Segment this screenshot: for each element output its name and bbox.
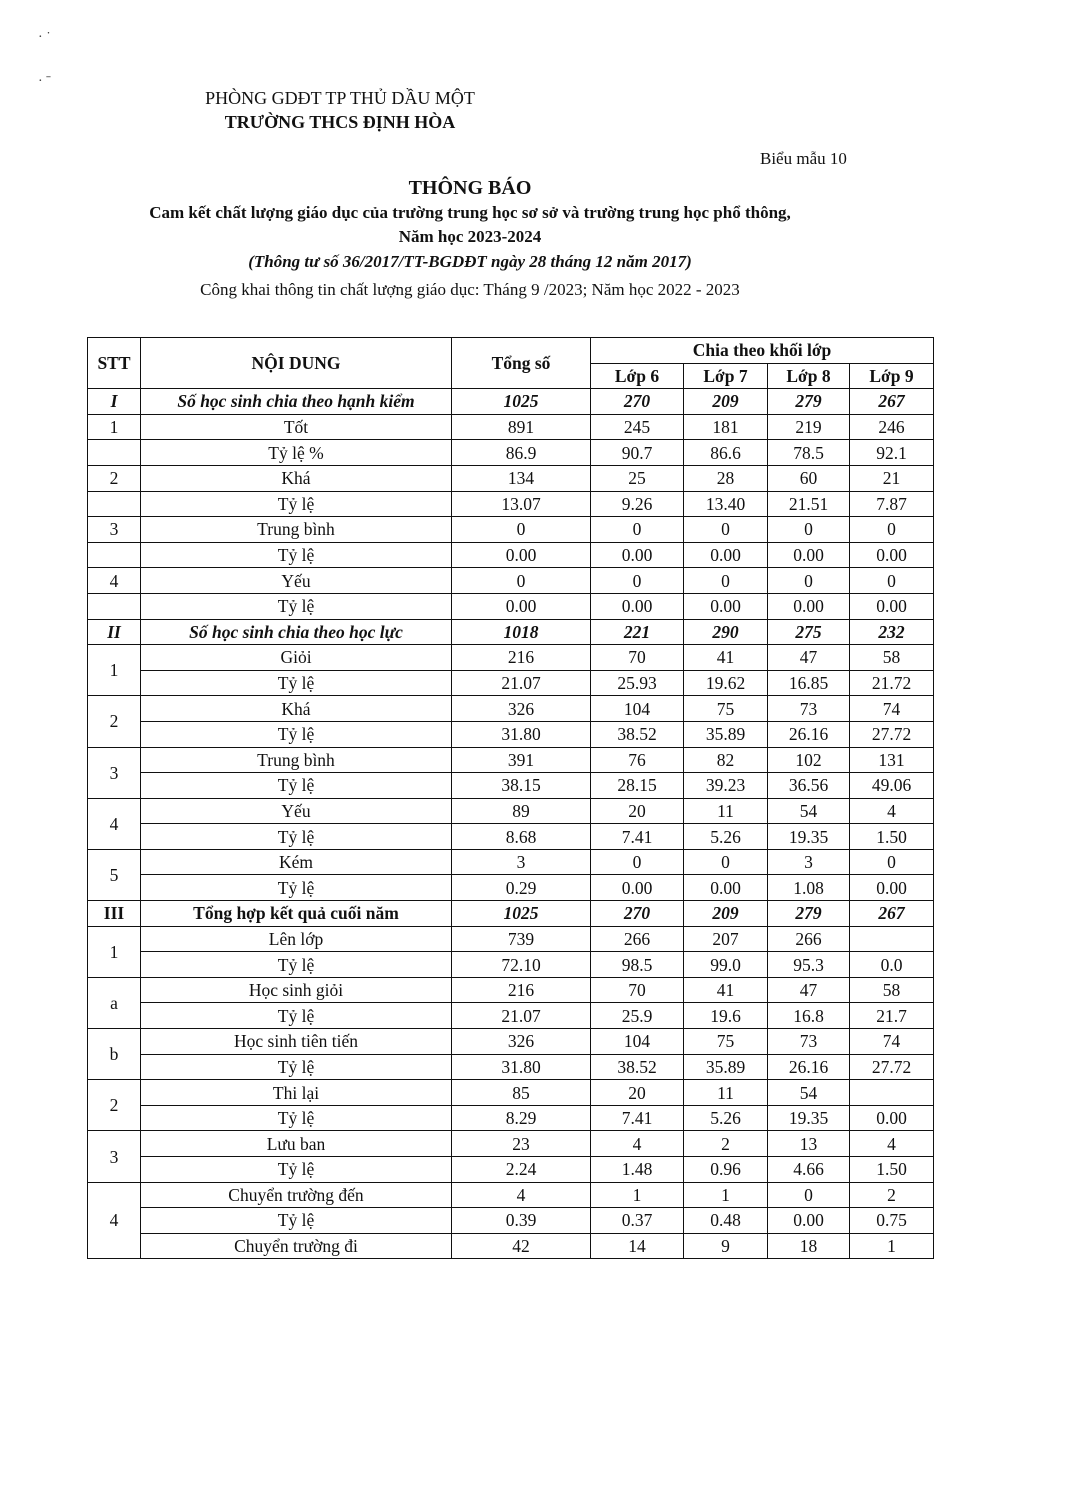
cell-g8: 0.00 bbox=[768, 593, 850, 619]
cell-total: 23 bbox=[452, 1131, 591, 1157]
cell-g9: 0.00 bbox=[850, 542, 934, 568]
cell-total: 38.15 bbox=[452, 773, 591, 799]
cell-content: Tỷ lệ bbox=[141, 1157, 452, 1183]
cell-g9: 0 bbox=[850, 517, 934, 543]
table-row bbox=[88, 1233, 934, 1259]
cell-stt: 2 bbox=[88, 465, 141, 491]
cell-stt: 4 bbox=[88, 798, 141, 849]
cell-g7: 41 bbox=[684, 645, 768, 671]
cell-g6: 0 bbox=[591, 849, 684, 875]
cell-g6: 245 bbox=[591, 414, 684, 440]
cell-g6: 1.48 bbox=[591, 1157, 684, 1183]
cell-g6: 221 bbox=[591, 619, 684, 645]
cell-total: 0 bbox=[452, 568, 591, 594]
cell-stt bbox=[88, 542, 141, 568]
letterhead bbox=[150, 86, 530, 134]
cell-stt: III bbox=[88, 901, 141, 927]
cell-g8: 3 bbox=[768, 849, 850, 875]
cell-g6: 1 bbox=[591, 1182, 684, 1208]
cell-g8: 275 bbox=[768, 619, 850, 645]
cell-g7: 75 bbox=[684, 1029, 768, 1055]
cell-content: Tổng hợp kết quả cuối năm bbox=[141, 901, 452, 927]
cell-content: Yếu bbox=[141, 798, 452, 824]
cell-g7: 19.62 bbox=[684, 670, 768, 696]
cell-g7: 75 bbox=[684, 696, 768, 722]
cell-g6: 0 bbox=[591, 517, 684, 543]
cell-g6: 0.00 bbox=[591, 875, 684, 901]
legal-reference: (Thông tư số 36/2017/TT-BGDĐT ngày 28 tháng 12 năm 2017) bbox=[248, 252, 692, 271]
header-total: Tổng số bbox=[452, 338, 591, 389]
cell-content: Lên lớp bbox=[141, 926, 452, 952]
cell-content: Chuyển trường đến bbox=[141, 1182, 452, 1208]
doc-title: THÔNG BÁO bbox=[408, 177, 532, 199]
cell-g7: 86.6 bbox=[684, 440, 768, 466]
cell-total: 21.07 bbox=[452, 1003, 591, 1029]
cell-total: 42 bbox=[452, 1233, 591, 1259]
table-row bbox=[88, 1208, 934, 1234]
cell-content: Tỷ lệ bbox=[141, 824, 452, 850]
table-row bbox=[88, 619, 934, 645]
cell-content: Học sinh tiên tiến bbox=[141, 1029, 452, 1055]
cell-g6: 38.52 bbox=[591, 721, 684, 747]
cell-stt: 2 bbox=[88, 1080, 141, 1131]
cell-stt: II bbox=[88, 619, 141, 645]
table-row bbox=[88, 1131, 934, 1157]
cell-total: 3 bbox=[452, 849, 591, 875]
cell-g9: 2 bbox=[850, 1182, 934, 1208]
cell-content: Học sinh giỏi bbox=[141, 977, 452, 1003]
cell-stt: 1 bbox=[88, 645, 141, 696]
cell-total: 216 bbox=[452, 645, 591, 671]
cell-g6: 38.52 bbox=[591, 1054, 684, 1080]
table-row bbox=[88, 926, 934, 952]
cell-g8: 0 bbox=[768, 568, 850, 594]
cell-g9: 232 bbox=[850, 619, 934, 645]
cell-total: 89 bbox=[452, 798, 591, 824]
cell-g7: 2 bbox=[684, 1131, 768, 1157]
cell-g6: 7.41 bbox=[591, 824, 684, 850]
cell-content: Tỷ lệ bbox=[141, 593, 452, 619]
table-row bbox=[88, 1157, 934, 1183]
cell-g7: 41 bbox=[684, 977, 768, 1003]
table-row bbox=[88, 645, 934, 671]
cell-g7: 0 bbox=[684, 517, 768, 543]
cell-g7: 13.40 bbox=[684, 491, 768, 517]
cell-g8: 16.85 bbox=[768, 670, 850, 696]
cell-g9: 131 bbox=[850, 747, 934, 773]
table-row bbox=[88, 747, 934, 773]
cell-g7: 209 bbox=[684, 901, 768, 927]
cell-total: 21.07 bbox=[452, 670, 591, 696]
table-row bbox=[88, 773, 934, 799]
cell-g7: 207 bbox=[684, 926, 768, 952]
cell-g7: 0 bbox=[684, 849, 768, 875]
cell-g6: 25 bbox=[591, 465, 684, 491]
table-row bbox=[88, 1054, 934, 1080]
cell-content: Tỷ lệ bbox=[141, 773, 452, 799]
cell-total: 1018 bbox=[452, 619, 591, 645]
table-row bbox=[88, 798, 934, 824]
cell-g7: 181 bbox=[684, 414, 768, 440]
cell-g8: 60 bbox=[768, 465, 850, 491]
cell-g7: 11 bbox=[684, 1080, 768, 1106]
publication-info: Công khai thông tin chất lượng giáo dục: Tháng 9 /2023; Năm học 2022 - 2023 bbox=[200, 280, 740, 299]
table-row bbox=[88, 568, 934, 594]
cell-g9: 1 bbox=[850, 1233, 934, 1259]
cell-g6: 104 bbox=[591, 696, 684, 722]
cell-g9: 0.00 bbox=[850, 593, 934, 619]
scan-marks: · ˙ · ˉ bbox=[38, 30, 51, 89]
cell-g9: 27.72 bbox=[850, 1054, 934, 1080]
cell-g9: 0.0 bbox=[850, 952, 934, 978]
cell-g9: 4 bbox=[850, 1131, 934, 1157]
cell-g8: 0 bbox=[768, 1182, 850, 1208]
cell-total: 8.68 bbox=[452, 824, 591, 850]
cell-total: 13.07 bbox=[452, 491, 591, 517]
cell-stt: 3 bbox=[88, 517, 141, 543]
cell-g6: 0.00 bbox=[591, 542, 684, 568]
cell-g6: 28.15 bbox=[591, 773, 684, 799]
cell-g7: 99.0 bbox=[684, 952, 768, 978]
table-row bbox=[88, 696, 934, 722]
table-body bbox=[88, 389, 934, 1259]
cell-total: 739 bbox=[452, 926, 591, 952]
header-grade-8: Lớp 8 bbox=[768, 363, 850, 389]
cell-g8: 47 bbox=[768, 977, 850, 1003]
cell-g7: 0.96 bbox=[684, 1157, 768, 1183]
table-row bbox=[88, 824, 934, 850]
cell-g8: 19.35 bbox=[768, 1105, 850, 1131]
cell-content: Yếu bbox=[141, 568, 452, 594]
cell-g8: 19.35 bbox=[768, 824, 850, 850]
cell-stt: 2 bbox=[88, 696, 141, 747]
cell-total: 0 bbox=[452, 517, 591, 543]
cell-total: 216 bbox=[452, 977, 591, 1003]
cell-g7: 0.00 bbox=[684, 875, 768, 901]
school-name: TRƯỜNG THCS ĐỊNH HÒA bbox=[224, 112, 456, 132]
table-row bbox=[88, 414, 934, 440]
cell-g6: 25.9 bbox=[591, 1003, 684, 1029]
cell-content: Tốt bbox=[141, 414, 452, 440]
cell-g8: 266 bbox=[768, 926, 850, 952]
cell-stt: 5 bbox=[88, 849, 141, 900]
cell-total: 72.10 bbox=[452, 952, 591, 978]
cell-content: Chuyển trường đi bbox=[141, 1233, 452, 1259]
cell-g8: 54 bbox=[768, 798, 850, 824]
cell-g8: 13 bbox=[768, 1131, 850, 1157]
cell-content: Trung bình bbox=[141, 517, 452, 543]
cell-g9: 0.00 bbox=[850, 1105, 934, 1131]
cell-g8: 0.00 bbox=[768, 542, 850, 568]
cell-stt: 4 bbox=[88, 568, 141, 594]
cell-total: 391 bbox=[452, 747, 591, 773]
cell-g6: 76 bbox=[591, 747, 684, 773]
cell-g9: 0 bbox=[850, 568, 934, 594]
cell-content: Tỷ lệ bbox=[141, 1105, 452, 1131]
cell-content: Trung bình bbox=[141, 747, 452, 773]
cell-g6: 20 bbox=[591, 798, 684, 824]
cell-total: 891 bbox=[452, 414, 591, 440]
cell-total: 326 bbox=[452, 696, 591, 722]
department-name: PHÒNG GDĐT TP THỦ DẦU MỘT bbox=[205, 88, 475, 108]
school-year: Năm học 2023-2024 bbox=[398, 227, 542, 246]
table-row bbox=[88, 517, 934, 543]
header-grade-7: Lớp 7 bbox=[684, 363, 768, 389]
cell-total: 134 bbox=[452, 465, 591, 491]
cell-stt: 3 bbox=[88, 1131, 141, 1182]
cell-g6: 270 bbox=[591, 901, 684, 927]
table-row bbox=[88, 977, 934, 1003]
table-row bbox=[88, 1080, 934, 1106]
cell-content: Tỷ lệ bbox=[141, 1003, 452, 1029]
cell-total: 31.80 bbox=[452, 721, 591, 747]
cell-g9: 49.06 bbox=[850, 773, 934, 799]
cell-total: 2.24 bbox=[452, 1157, 591, 1183]
cell-total: 0.00 bbox=[452, 542, 591, 568]
cell-g8: 95.3 bbox=[768, 952, 850, 978]
cell-stt: I bbox=[88, 389, 141, 415]
cell-content: Số học sinh chia theo hạnh kiểm bbox=[141, 389, 452, 415]
table-row bbox=[88, 440, 934, 466]
cell-stt: 3 bbox=[88, 747, 141, 798]
header-grade-6: Lớp 6 bbox=[591, 363, 684, 389]
cell-g8: 0.00 bbox=[768, 1208, 850, 1234]
cell-total: 86.9 bbox=[452, 440, 591, 466]
title-block bbox=[60, 175, 880, 305]
cell-g7: 5.26 bbox=[684, 824, 768, 850]
cell-g7: 5.26 bbox=[684, 1105, 768, 1131]
cell-g9: 267 bbox=[850, 389, 934, 415]
cell-total: 326 bbox=[452, 1029, 591, 1055]
cell-g9: 1.50 bbox=[850, 1157, 934, 1183]
cell-total: 85 bbox=[452, 1080, 591, 1106]
cell-content: Tỷ lệ bbox=[141, 721, 452, 747]
cell-content: Kém bbox=[141, 849, 452, 875]
cell-g9: 246 bbox=[850, 414, 934, 440]
cell-g6: 70 bbox=[591, 977, 684, 1003]
cell-g6: 25.93 bbox=[591, 670, 684, 696]
cell-g6: 70 bbox=[591, 645, 684, 671]
cell-content: Giỏi bbox=[141, 645, 452, 671]
cell-g8: 78.5 bbox=[768, 440, 850, 466]
cell-g6: 98.5 bbox=[591, 952, 684, 978]
cell-g8: 18 bbox=[768, 1233, 850, 1259]
cell-g8: 1.08 bbox=[768, 875, 850, 901]
cell-g7: 19.6 bbox=[684, 1003, 768, 1029]
cell-g9: 58 bbox=[850, 977, 934, 1003]
table-row bbox=[88, 849, 934, 875]
table-row bbox=[88, 1182, 934, 1208]
cell-g8: 279 bbox=[768, 901, 850, 927]
cell-g7: 11 bbox=[684, 798, 768, 824]
cell-stt bbox=[88, 440, 141, 466]
cell-content: Tỷ lệ bbox=[141, 1208, 452, 1234]
cell-content: Tỷ lệ bbox=[141, 952, 452, 978]
cell-g6: 4 bbox=[591, 1131, 684, 1157]
cell-g6: 7.41 bbox=[591, 1105, 684, 1131]
cell-g7: 0.00 bbox=[684, 593, 768, 619]
table-row bbox=[88, 465, 934, 491]
header-content: NỘI DUNG bbox=[141, 338, 452, 389]
cell-g8: 0 bbox=[768, 517, 850, 543]
cell-g7: 0.48 bbox=[684, 1208, 768, 1234]
cell-g6: 270 bbox=[591, 389, 684, 415]
cell-stt: b bbox=[88, 1029, 141, 1080]
cell-g9: 27.72 bbox=[850, 721, 934, 747]
cell-g7: 0.00 bbox=[684, 542, 768, 568]
table-row bbox=[88, 593, 934, 619]
cell-stt: a bbox=[88, 977, 141, 1028]
cell-g7: 9 bbox=[684, 1233, 768, 1259]
cell-g6: 20 bbox=[591, 1080, 684, 1106]
cell-g9: 21 bbox=[850, 465, 934, 491]
cell-g8: 54 bbox=[768, 1080, 850, 1106]
cell-total: 1025 bbox=[452, 389, 591, 415]
cell-stt: 1 bbox=[88, 926, 141, 977]
cell-g7: 209 bbox=[684, 389, 768, 415]
table-row bbox=[88, 721, 934, 747]
cell-g7: 1 bbox=[684, 1182, 768, 1208]
cell-content: Tỷ lệ bbox=[141, 542, 452, 568]
cell-g9: 1.50 bbox=[850, 824, 934, 850]
cell-content: Tỷ lệ bbox=[141, 1054, 452, 1080]
cell-g9: 267 bbox=[850, 901, 934, 927]
cell-content: Tỷ lệ % bbox=[141, 440, 452, 466]
cell-g8: 16.8 bbox=[768, 1003, 850, 1029]
cell-g9: 21.7 bbox=[850, 1003, 934, 1029]
cell-g8: 26.16 bbox=[768, 1054, 850, 1080]
cell-g9: 58 bbox=[850, 645, 934, 671]
header-stt: STT bbox=[88, 338, 141, 389]
cell-g9 bbox=[850, 926, 934, 952]
cell-total: 4 bbox=[452, 1182, 591, 1208]
cell-g8: 73 bbox=[768, 696, 850, 722]
cell-g6: 0.37 bbox=[591, 1208, 684, 1234]
cell-g9: 74 bbox=[850, 696, 934, 722]
cell-g8: 279 bbox=[768, 389, 850, 415]
cell-g9: 92.1 bbox=[850, 440, 934, 466]
cell-g7: 35.89 bbox=[684, 1054, 768, 1080]
cell-stt bbox=[88, 491, 141, 517]
cell-g7: 39.23 bbox=[684, 773, 768, 799]
cell-g8: 102 bbox=[768, 747, 850, 773]
cell-total: 1025 bbox=[452, 901, 591, 927]
table-row bbox=[88, 491, 934, 517]
cell-g8: 21.51 bbox=[768, 491, 850, 517]
cell-g6: 14 bbox=[591, 1233, 684, 1259]
cell-g9: 74 bbox=[850, 1029, 934, 1055]
cell-g8: 219 bbox=[768, 414, 850, 440]
cell-stt: 4 bbox=[88, 1182, 141, 1259]
cell-stt: 1 bbox=[88, 414, 141, 440]
cell-g9: 21.72 bbox=[850, 670, 934, 696]
table-row bbox=[88, 875, 934, 901]
cell-total: 31.80 bbox=[452, 1054, 591, 1080]
table-row bbox=[88, 542, 934, 568]
cell-g8: 26.16 bbox=[768, 721, 850, 747]
cell-stt bbox=[88, 593, 141, 619]
cell-total: 0.29 bbox=[452, 875, 591, 901]
cell-g8: 36.56 bbox=[768, 773, 850, 799]
cell-g9: 0 bbox=[850, 849, 934, 875]
cell-g8: 73 bbox=[768, 1029, 850, 1055]
cell-g6: 104 bbox=[591, 1029, 684, 1055]
cell-content: Lưu ban bbox=[141, 1131, 452, 1157]
cell-g7: 28 bbox=[684, 465, 768, 491]
cell-total: 8.29 bbox=[452, 1105, 591, 1131]
cell-content: Khá bbox=[141, 465, 452, 491]
cell-content: Thi lại bbox=[141, 1080, 452, 1106]
cell-g9 bbox=[850, 1080, 934, 1106]
cell-g6: 266 bbox=[591, 926, 684, 952]
table-row bbox=[88, 1105, 934, 1131]
cell-g6: 0.00 bbox=[591, 593, 684, 619]
cell-g9: 0.00 bbox=[850, 875, 934, 901]
cell-g8: 4.66 bbox=[768, 1157, 850, 1183]
table-row bbox=[88, 389, 934, 415]
cell-g8: 47 bbox=[768, 645, 850, 671]
header-grade-group: Chia theo khối lớp bbox=[591, 338, 934, 364]
cell-content: Tỷ lệ bbox=[141, 670, 452, 696]
table-row bbox=[88, 670, 934, 696]
table-row bbox=[88, 952, 934, 978]
cell-content: Tỷ lệ bbox=[141, 875, 452, 901]
cell-g9: 7.87 bbox=[850, 491, 934, 517]
cell-g7: 35.89 bbox=[684, 721, 768, 747]
cell-content: Tỷ lệ bbox=[141, 491, 452, 517]
table-row bbox=[88, 1029, 934, 1055]
cell-g6: 0 bbox=[591, 568, 684, 594]
cell-total: 0.00 bbox=[452, 593, 591, 619]
cell-g6: 9.26 bbox=[591, 491, 684, 517]
cell-content: Khá bbox=[141, 696, 452, 722]
header-grade-9: Lớp 9 bbox=[850, 363, 934, 389]
doc-subtitle: Cam kết chất lượng giáo dục của trường trung học sơ sở và trường trung học phổ thông, bbox=[149, 203, 791, 222]
quality-table bbox=[87, 337, 934, 1259]
cell-total: 0.39 bbox=[452, 1208, 591, 1234]
cell-g7: 82 bbox=[684, 747, 768, 773]
table-row bbox=[88, 901, 934, 927]
table-row bbox=[88, 1003, 934, 1029]
cell-g7: 290 bbox=[684, 619, 768, 645]
cell-g7: 0 bbox=[684, 568, 768, 594]
cell-g9: 0.75 bbox=[850, 1208, 934, 1234]
cell-content: Số học sinh chia theo học lực bbox=[141, 619, 452, 645]
cell-g6: 90.7 bbox=[591, 440, 684, 466]
cell-g9: 4 bbox=[850, 798, 934, 824]
form-number: Biểu mẫu 10 bbox=[760, 149, 847, 168]
